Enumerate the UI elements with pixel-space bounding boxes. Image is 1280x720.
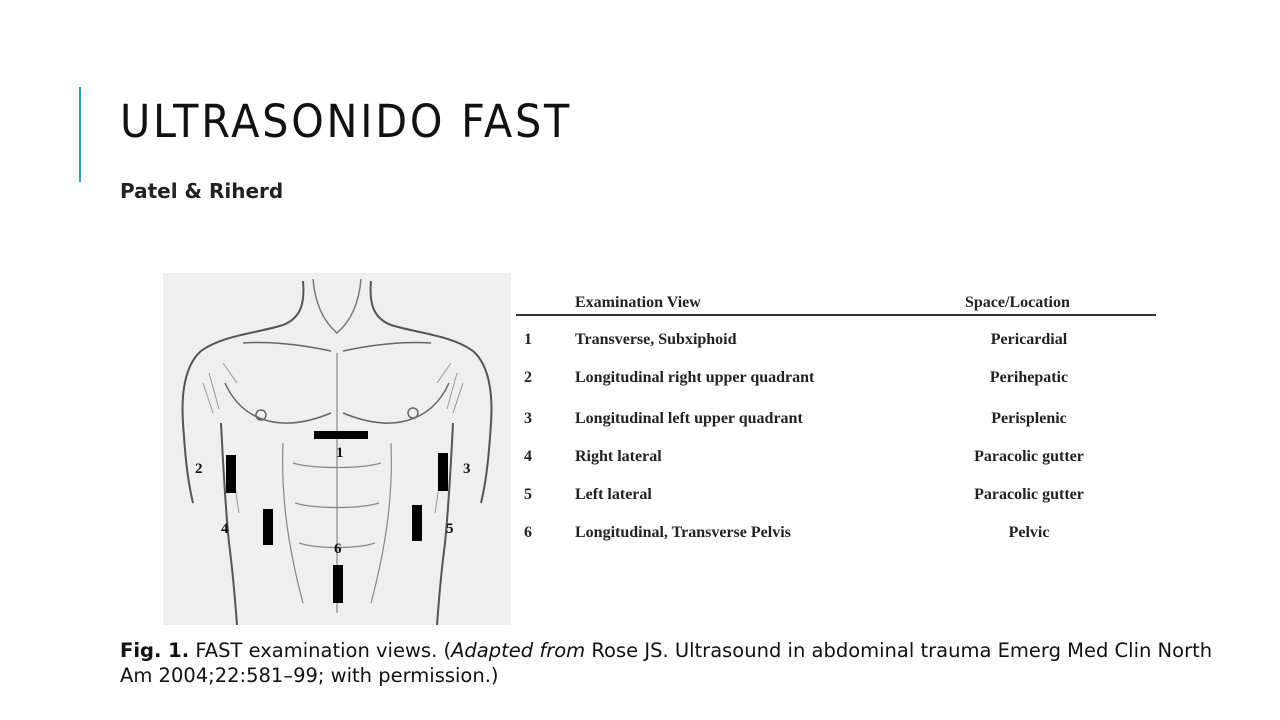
row-5-space: Paracolic gutter <box>974 486 1084 503</box>
neck-lines <box>313 279 361 333</box>
torso-drawing <box>163 273 511 625</box>
probe-bar-1 <box>314 431 368 439</box>
probe-label-2: 2 <box>195 461 203 477</box>
probe-label-4: 4 <box>221 521 229 537</box>
probe-bar-3 <box>438 453 448 491</box>
probe-bar-5 <box>412 505 422 541</box>
caption-adapted: Adapted from <box>451 639 586 662</box>
header-space-location: Space/Location <box>965 294 1070 311</box>
caption-text-2: Rose JS. Ultrasound in abdominal trauma Emerg Med Clin North Am 2004;22:581–99; with permission.) <box>120 639 1213 687</box>
row-2-view: Longitudinal right upper quadrant <box>575 369 815 386</box>
row-4-num: 4 <box>524 448 532 465</box>
probe-bar-2 <box>226 455 236 493</box>
probe-label-6: 6 <box>334 541 342 557</box>
row-5-num: 5 <box>524 486 532 503</box>
slide-title: ULTRASONIDO FAST <box>120 95 573 148</box>
caption-text-1: FAST examination views. ( <box>189 639 452 662</box>
torso-illustration <box>163 273 511 625</box>
row-2-num: 2 <box>524 369 532 386</box>
row-1-num: 1 <box>524 331 532 348</box>
row-4-space: Paracolic gutter <box>974 448 1084 465</box>
row-6-space: Pelvic <box>1008 524 1050 541</box>
figure-caption <box>120 638 1220 688</box>
clavicles <box>243 342 431 351</box>
probe-label-3: 3 <box>463 461 471 477</box>
table-header-rule <box>516 314 1156 316</box>
probe-bar-6 <box>333 565 343 603</box>
row-1-view: Transverse, Subxiphoid <box>575 331 737 348</box>
exam-views-table <box>516 290 1156 550</box>
row-2-space: Perihepatic <box>989 369 1069 386</box>
row-4-view: Right lateral <box>575 448 662 465</box>
caption-fig-label: Fig. 1. <box>120 639 190 662</box>
probe-label-5: 5 <box>446 521 454 537</box>
row-1-space: Pericardial <box>990 331 1068 348</box>
row-6-num: 6 <box>524 524 532 541</box>
right-nipple <box>408 408 418 418</box>
probe-label-1: 1 <box>336 445 344 461</box>
row-6-view: Longitudinal, Transverse Pelvis <box>575 524 791 541</box>
row-3-num: 3 <box>524 410 532 427</box>
row-5-view: Left lateral <box>575 486 652 503</box>
row-3-space: Perisplenic <box>991 410 1067 427</box>
probe-bar-4 <box>263 509 273 545</box>
header-examination-view: Examination View <box>575 294 701 311</box>
row-3-view: Longitudinal left upper quadrant <box>575 410 803 427</box>
title-accent-bar <box>79 87 81 182</box>
authors-label: Patel & Riherd <box>120 179 284 203</box>
